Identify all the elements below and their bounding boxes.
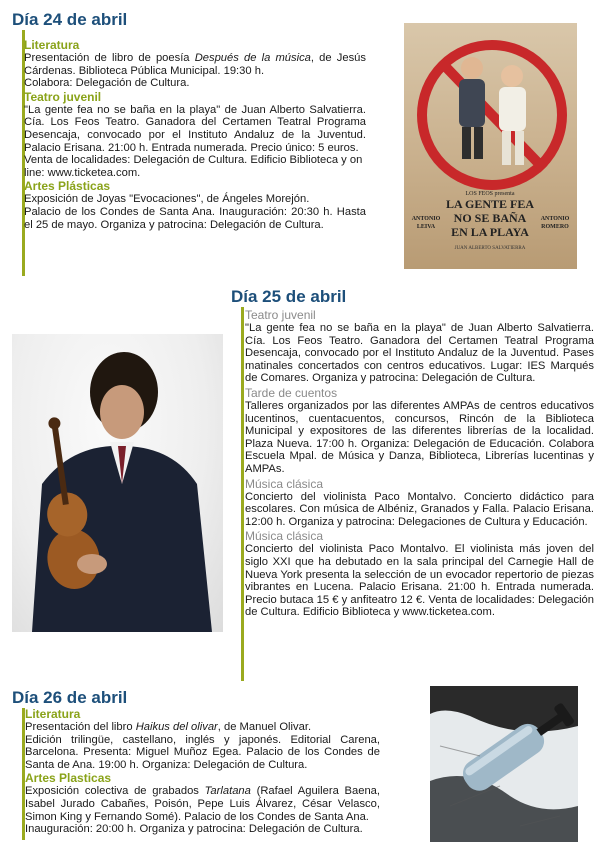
- poster-company: LOS FEOS presenta: [465, 191, 515, 197]
- prohibition-bar: [442, 63, 544, 169]
- poster-title-line1: LA GENTE FEA: [445, 197, 535, 211]
- actor-right-figure: [499, 65, 526, 165]
- violinist-graphic: [12, 334, 223, 632]
- theatre-poster-image: [404, 23, 577, 269]
- actor-left-figure: [459, 57, 485, 159]
- day-25-rule: [241, 307, 244, 681]
- poster-credit: JUAN ALBERTO SALVATIERRA: [454, 246, 526, 251]
- event-category: Música clásica: [245, 529, 324, 544]
- event-category: Artes Plásticas: [24, 179, 111, 194]
- event-extra: Venta de localidades: Delegación de Cultura. Edificio Biblioteca y on line: www.ticketea.com.: [24, 154, 363, 179]
- poster-graphic: [404, 23, 577, 269]
- event-category: Teatro juvenil: [245, 308, 316, 322]
- event-extra: Palacio de los Condes de Santa Ana. Inauguración: 20:30 h. Hasta el 25 de mayo. Organiza y patrocina: Delegación de Cultura.: [24, 205, 366, 231]
- day-26-title: Día 26 de abril: [12, 688, 128, 707]
- event-description: "La gente fea no se baña en la playa" de Juan Alberto Salvatierra. Cía. Los Feos Teatro. Ganadora del Certamen Teatral Programa Desencaja, convocado por el Instituto Andaluz de la Juventud. Palacio Erisana. 21:00 h. Entrada numerada. Precio único: 5 euros.: [24, 103, 366, 154]
- day-25-title: Día 25 de abril: [231, 287, 347, 306]
- event-extra: Edición trilingüe, castellano, inglés y japonés. Editorial Carena, Barcelona. Presenta: Miguel Muñoz Egea. Palacio de los Condes de Santa de Ana. 19:00 h. Organiza: Delegación de Cultura.: [25, 733, 380, 771]
- event-description: Presentación de libro de poesía Después de la música, de Jesús Cárdenas. Biblioteca Pública Municipal. 19:30 h.: [24, 52, 366, 77]
- event-extra: Inauguración: 20:00 h. Organiza y patrocina: Delegación de Cultura.: [25, 823, 363, 836]
- event-description: Concierto del violinista Paco Montalvo. El violinista más joven del siglo XXI que ha debutado en la sala principal del Carnegie Hall de Nueva York presenta la selección de un evocador repertorio de piezas vibrantes en Lucena. Palacio Erisana. 21:00 h. Entrada numerada. Precio butaca 15 € y anfiteatro 12 €. Venta de localidades: Delegación de Cultura. Edificio Biblioteca y www.ticketea.com.: [245, 543, 594, 619]
- poster-title-line3: EN LA PLAYA: [451, 225, 529, 239]
- day-24-title: Día 24 de abril: [12, 10, 128, 29]
- day-25-section: [231, 287, 591, 307]
- day-24-section: [12, 10, 367, 30]
- event-description: Talleres organizados por las diferentes AMPAs de centros educativos lucentinos, cuentacuentos, concursos, Rincón de la Biblioteca Municipal y expositores de las diferentes librerías de la localidad. Plaza Nueva. 17:00 h. Organiza: Delegación de Educación. Colabora Escuela Mpal. de Música y Danza, Biblioteca, Librerías lucentinas y AMPAs.: [245, 399, 594, 475]
- event-description: "La gente fea no se baña en la playa" de Juan Alberto Salvatierra. Cía. Los Feos Teatro. Ganadora del Certamen Teatral Programa Desencaja, convocado por el Instituto Andaluz de la Juventud. Pases matinales concertados con centros educativos. Lugar: IES Marqués de Comares. Organiza y patrocina: Delegación de Cultura.: [245, 322, 594, 385]
- poster-actor-left-first: ANTONIO: [411, 216, 441, 222]
- event-extra: Colabora: Delegación de Cultura.: [24, 77, 190, 90]
- event-category: Tarde de cuentos: [245, 385, 338, 400]
- event-description: Concierto del violinista Paco Montalvo. Concierto didáctico para escolares. Con música de Albéniz, Granados y Falla. Palacio Erisana. 12:00 h. Organiza y patrocina: Delegaciones de Cultura y Educación.: [245, 490, 594, 528]
- event-category: Música clásica: [245, 476, 324, 491]
- violinist-photo: [12, 334, 223, 632]
- poster-actor-left-last: LEIVA: [416, 224, 436, 230]
- event-description: Exposición colectiva de grabados Tarlatana (Rafael Aguilera Baena, Isabel Jurado Cabañes, Poisón, Pepe Luis Álvarez, César Velasco, Simon King y Fernando Somé). Palacio de los Condes de Santa Ana.: [25, 785, 380, 823]
- event-description: Exposición de Joyas "Evocaciones", de Ángeles Morejón.: [24, 193, 310, 206]
- day-24-events: [24, 39, 366, 231]
- poster-actor-right-last: ROMERO: [541, 224, 569, 230]
- poster-actor-right-first: ANTONIO: [540, 216, 570, 222]
- poster-title-line2: NO SE BAÑA: [453, 211, 527, 225]
- event-category: Literatura: [25, 707, 81, 721]
- printmaking-graphic: [430, 686, 578, 842]
- event-category: Literatura: [24, 38, 80, 52]
- day-25-events: [245, 309, 594, 619]
- day-26-events: [25, 708, 380, 836]
- day-26-section: [12, 688, 382, 708]
- event-description: Presentación del libro Haikus del olivar, de Manuel Olivar.: [25, 721, 312, 733]
- printmaking-photo: [430, 686, 578, 842]
- event-category: Teatro juvenil: [24, 89, 102, 104]
- event-category: Artes Plasticas: [25, 771, 112, 786]
